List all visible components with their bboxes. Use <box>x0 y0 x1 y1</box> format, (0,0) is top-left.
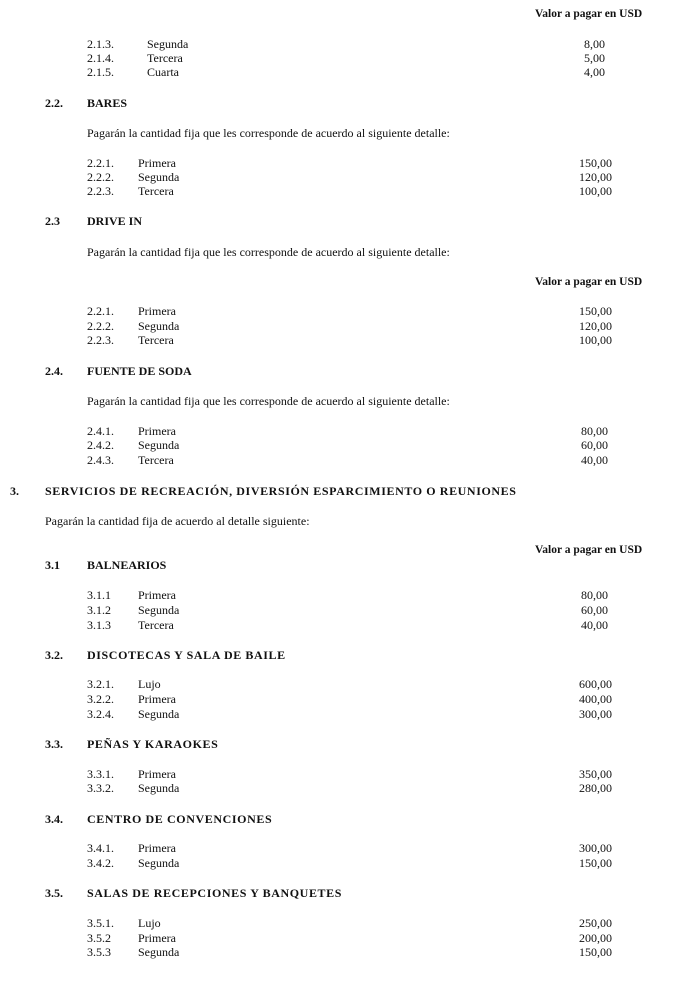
section-description: Pagarán la cantidad fija que les corresponde de acuerdo al siguiente detalle: <box>87 394 450 408</box>
table-row <box>0 677 680 691</box>
row-category: Primera <box>138 931 176 945</box>
section-title: PEÑAS Y KARAOKES <box>87 737 219 751</box>
section-title: DISCOTECAS Y SALA DE BAILE <box>87 648 286 662</box>
row-category: Primera <box>138 692 176 706</box>
row-value: 120,00 <box>579 319 612 333</box>
row-category: Tercera <box>138 333 174 347</box>
row-value: 300,00 <box>579 707 612 721</box>
row-category: Tercera <box>147 51 183 65</box>
row-number: 2.4.1. <box>87 424 114 438</box>
row-number: 2.2.1. <box>87 156 114 170</box>
row-value: 40,00 <box>581 618 608 632</box>
row-number: 3.5.3 <box>87 945 111 959</box>
table-row <box>0 65 680 79</box>
table-row <box>0 707 680 721</box>
row-category: Tercera <box>138 618 174 632</box>
table-row <box>0 916 680 930</box>
row-number: 2.2.3. <box>87 184 114 198</box>
row-category: Segunda <box>138 319 180 333</box>
section-description: Pagarán la cantidad fija que les corresponde de acuerdo al siguiente detalle: <box>87 126 450 140</box>
row-value: 120,00 <box>579 170 612 184</box>
row-category: Lujo <box>138 677 161 691</box>
section-title: CENTRO DE CONVENCIONES <box>87 812 273 826</box>
row-number: 3.4.2. <box>87 856 114 870</box>
row-number: 3.1.1 <box>87 588 111 602</box>
row-category: Cuarta <box>147 65 179 79</box>
row-category: Primera <box>138 588 176 602</box>
row-number: 3.4.1. <box>87 841 114 855</box>
section-title: SERVICIOS DE RECREACIÓN, DIVERSIÓN ESPARCIMIENTO O REUNIONES <box>45 484 517 498</box>
section-number: 2.4. <box>45 364 63 378</box>
section-description: Pagarán la cantidad fija de acuerdo al detalle siguiente: <box>45 514 310 528</box>
section-number: 2.3 <box>45 214 60 228</box>
row-value: 150,00 <box>579 304 612 318</box>
row-number: 3.2.2. <box>87 692 114 706</box>
column-header-valor: Valor a pagar en USD <box>535 276 643 288</box>
row-value: 80,00 <box>581 424 608 438</box>
row-value: 400,00 <box>579 692 612 706</box>
table-row <box>0 170 680 184</box>
section-number: 3.1 <box>45 558 60 572</box>
table-row <box>0 767 680 781</box>
row-number: 3.5.1. <box>87 916 114 930</box>
row-category: Segunda <box>138 707 180 721</box>
row-category: Segunda <box>138 856 180 870</box>
row-number: 2.2.3. <box>87 333 114 347</box>
section-number: 3.3. <box>45 737 63 751</box>
row-category: Segunda <box>138 438 180 452</box>
section-number: 3.4. <box>45 812 63 826</box>
row-category: Tercera <box>138 184 174 198</box>
row-number: 3.2.4. <box>87 707 114 721</box>
row-number: 2.2.2. <box>87 319 114 333</box>
table-row <box>0 438 680 452</box>
row-category: Segunda <box>138 170 180 184</box>
row-category: Segunda <box>147 37 189 51</box>
row-value: 300,00 <box>579 841 612 855</box>
row-number: 2.2.1. <box>87 304 114 318</box>
row-value: 5,00 <box>584 51 605 65</box>
row-value: 200,00 <box>579 931 612 945</box>
row-category: Segunda <box>138 781 180 795</box>
section-number: 3. <box>10 484 19 498</box>
table-row <box>0 692 680 706</box>
table-row <box>0 603 680 617</box>
row-value: 4,00 <box>584 65 605 79</box>
table-row <box>0 856 680 870</box>
section-title: SALAS DE RECEPCIONES Y BANQUETES <box>87 886 343 900</box>
table-row <box>0 304 680 318</box>
row-number: 2.1.3. <box>87 37 114 51</box>
section-title: FUENTE DE SODA <box>87 364 192 378</box>
table-row <box>0 333 680 347</box>
row-number: 3.1.3 <box>87 618 111 632</box>
table-row <box>0 453 680 467</box>
row-number: 2.1.4. <box>87 51 114 65</box>
table-row <box>0 618 680 632</box>
row-number: 3.5.2 <box>87 931 111 945</box>
table-row <box>0 319 680 333</box>
row-category: Primera <box>138 767 176 781</box>
row-category: Primera <box>138 841 176 855</box>
row-number: 3.1.2 <box>87 603 111 617</box>
row-value: 150,00 <box>579 945 612 959</box>
row-number: 2.4.3. <box>87 453 114 467</box>
row-number: 3.2.1. <box>87 677 114 691</box>
section-title: BALNEARIOS <box>87 558 167 572</box>
row-value: 150,00 <box>579 156 612 170</box>
row-category: Primera <box>138 156 176 170</box>
row-value: 60,00 <box>581 438 608 452</box>
section-number: 3.2. <box>45 648 63 662</box>
table-row <box>0 841 680 855</box>
row-value: 40,00 <box>581 453 608 467</box>
row-category: Tercera <box>138 453 174 467</box>
table-row <box>0 424 680 438</box>
section-number: 3.5. <box>45 886 63 900</box>
table-row <box>0 945 680 959</box>
row-value: 350,00 <box>579 767 612 781</box>
column-header-valor: Valor a pagar en USD <box>535 544 643 556</box>
row-category: Lujo <box>138 916 161 930</box>
table-row <box>0 781 680 795</box>
section-title: BARES <box>87 96 128 110</box>
row-value: 150,00 <box>579 856 612 870</box>
row-value: 280,00 <box>579 781 612 795</box>
table-row <box>0 37 680 51</box>
row-value: 100,00 <box>579 184 612 198</box>
section-description: Pagarán la cantidad fija que les corresponde de acuerdo al siguiente detalle: <box>87 245 450 259</box>
column-header-valor: Valor a pagar en USD <box>535 8 643 20</box>
table-row <box>0 931 680 945</box>
section-title: DRIVE IN <box>87 214 143 228</box>
row-category: Primera <box>138 424 176 438</box>
table-row <box>0 588 680 602</box>
row-value: 60,00 <box>581 603 608 617</box>
row-value: 8,00 <box>584 37 605 51</box>
row-category: Primera <box>138 304 176 318</box>
row-value: 250,00 <box>579 916 612 930</box>
section-number: 2.2. <box>45 96 63 110</box>
row-value: 80,00 <box>581 588 608 602</box>
row-number: 2.2.2. <box>87 170 114 184</box>
row-category: Segunda <box>138 945 180 959</box>
table-row <box>0 184 680 198</box>
table-row <box>0 156 680 170</box>
row-value: 600,00 <box>579 677 612 691</box>
row-number: 3.3.2. <box>87 781 114 795</box>
row-category: Segunda <box>138 603 180 617</box>
row-value: 100,00 <box>579 333 612 347</box>
row-number: 2.1.5. <box>87 65 114 79</box>
table-row <box>0 51 680 65</box>
row-number: 3.3.1. <box>87 767 114 781</box>
row-number: 2.4.2. <box>87 438 114 452</box>
